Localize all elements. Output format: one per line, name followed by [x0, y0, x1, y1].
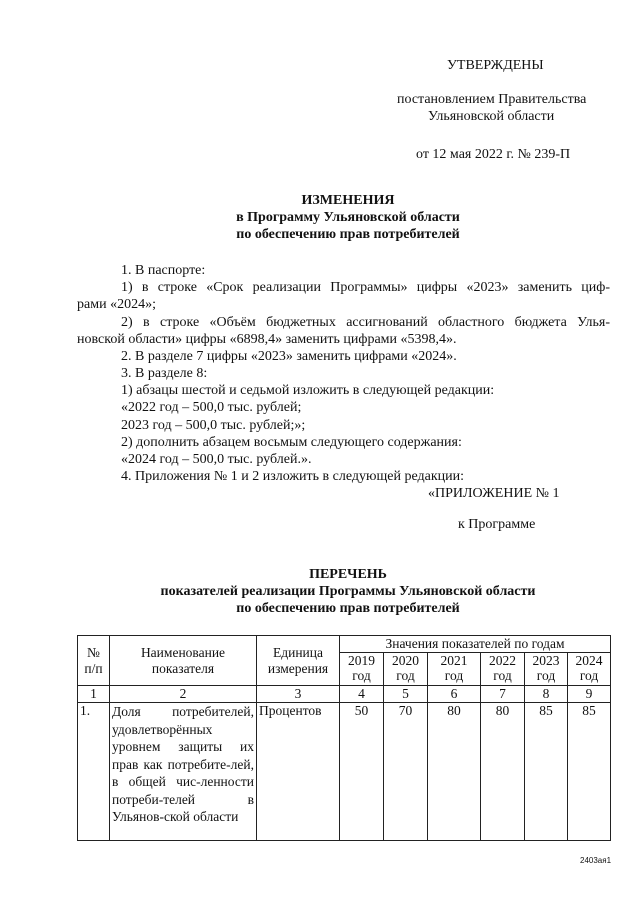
year-word: год: [579, 668, 599, 683]
header-cell-unit: [257, 636, 340, 686]
col-number-cell: 7: [481, 686, 525, 703]
resolution-date-number: от 12 мая 2022 г. № 239-П: [416, 147, 571, 162]
row-unit-cell: Процентов: [257, 703, 340, 841]
year-label: 2021: [440, 653, 468, 668]
body-line: «2022 год – 500,0 тыс. рублей;: [121, 400, 302, 415]
col-number-cell: 6: [428, 686, 481, 703]
col-number-cell: 2: [110, 686, 257, 703]
header-cell-values: Значения показателей по годам: [340, 636, 611, 653]
body-line: 2) дополнить абзацем восьмым следующего содержания:: [121, 435, 462, 450]
body-line: 1. В паспорте:: [121, 263, 206, 278]
header-num-line: п/п: [84, 660, 103, 676]
body-line: 1) в строке «Срок реализации Программы» цифры «2023» заменить циф-: [121, 280, 610, 295]
row-value-cell: 85: [568, 703, 611, 841]
list-title-line-3: по обеспечению прав потребителей: [236, 601, 460, 616]
header-unit-line: Единица: [272, 645, 323, 660]
header-year-cell: [428, 653, 481, 686]
body-line: 3. В разделе 8:: [121, 366, 208, 381]
row-value-cell: 70: [384, 703, 428, 841]
doc-title-line-3: по обеспечению прав потребителей: [236, 227, 460, 242]
year-label: 2022: [489, 653, 516, 668]
row-value-cell: 50: [340, 703, 384, 841]
year-label: 2019: [348, 653, 375, 668]
row-name-cell: Доля потребителей, удовлетворённых уровнем защиты их прав как потребите-лей, в общей чис-ленности потреби-телей в Ульянов-ской области: [110, 703, 257, 841]
list-title-line-1: ПЕРЕЧЕНЬ: [309, 567, 387, 582]
col-number-cell: 1: [78, 686, 110, 703]
col-number-cell: 3: [257, 686, 340, 703]
header-name-line: показателя: [151, 660, 215, 676]
year-label: 2024: [575, 653, 603, 668]
header-unit-line: измерения: [267, 660, 329, 676]
header-num-line: №: [87, 645, 100, 660]
body-line: новской области» цифры «6898,4» заменить цифрами «5398,4».: [77, 332, 457, 347]
header-year-cell: [340, 653, 384, 686]
table-row: [78, 703, 611, 841]
body-line: «2024 год – 500,0 тыс. рублей.».: [121, 452, 312, 467]
body-line: 4. Приложения № 1 и 2 изложить в следующей редакции:: [121, 469, 464, 484]
col-number-cell: 9: [568, 686, 611, 703]
header-year-cell: [481, 653, 525, 686]
body-line: 1) абзацы шестой и седьмой изложить в следующей редакции:: [121, 383, 495, 398]
col-number-cell: 5: [384, 686, 428, 703]
year-word: год: [536, 668, 556, 683]
header-year-cell: [525, 653, 568, 686]
year-word: год: [352, 668, 371, 683]
appendix-label: «ПРИЛОЖЕНИЕ № 1: [428, 486, 560, 501]
list-title-line-2: показателей реализации Программы Ульяновской области: [160, 584, 536, 599]
header-year-cell: [384, 653, 428, 686]
body-line: 2. В разделе 7 цифры «2023» заменить цифрами «2024».: [121, 349, 457, 364]
body-line: рами «2024»;: [77, 297, 156, 312]
row-value-cell: 85: [525, 703, 568, 841]
approved-by-line-1: постановлением Правительства: [397, 92, 587, 107]
year-word: год: [493, 668, 512, 683]
year-label: 2020: [392, 653, 419, 668]
appendix-to-program: к Программе: [458, 517, 536, 532]
header-name-line: Наименование: [140, 645, 226, 660]
document-code: 2403ая1: [580, 856, 612, 865]
row-num-cell: 1.: [78, 703, 110, 841]
year-label: 2023: [532, 653, 560, 668]
year-word: год: [396, 668, 415, 683]
col-number-cell: 8: [525, 686, 568, 703]
header-year-cell: [568, 653, 611, 686]
doc-title-line-1: ИЗМЕНЕНИЯ: [301, 193, 395, 208]
approved-by-line-2: Ульяновской области: [428, 109, 555, 124]
row-value-cell: 80: [428, 703, 481, 841]
header-cell-name: [110, 636, 257, 686]
year-word: год: [444, 668, 464, 683]
col-number-cell: 4: [340, 686, 384, 703]
approved-label: УТВЕРЖДЕНЫ: [447, 58, 544, 73]
body-text: [77, 262, 610, 482]
indicators-table: [77, 635, 611, 841]
header-cell-num: [78, 636, 110, 686]
doc-title-line-2: в Программу Ульяновской области: [236, 210, 460, 225]
body-line: 2) в строке «Объём бюджетных ассигнований областного бюджета Улья-: [121, 315, 610, 330]
body-line: 2023 год – 500,0 тыс. рублей;»;: [121, 418, 306, 433]
row-value-cell: 80: [481, 703, 525, 841]
